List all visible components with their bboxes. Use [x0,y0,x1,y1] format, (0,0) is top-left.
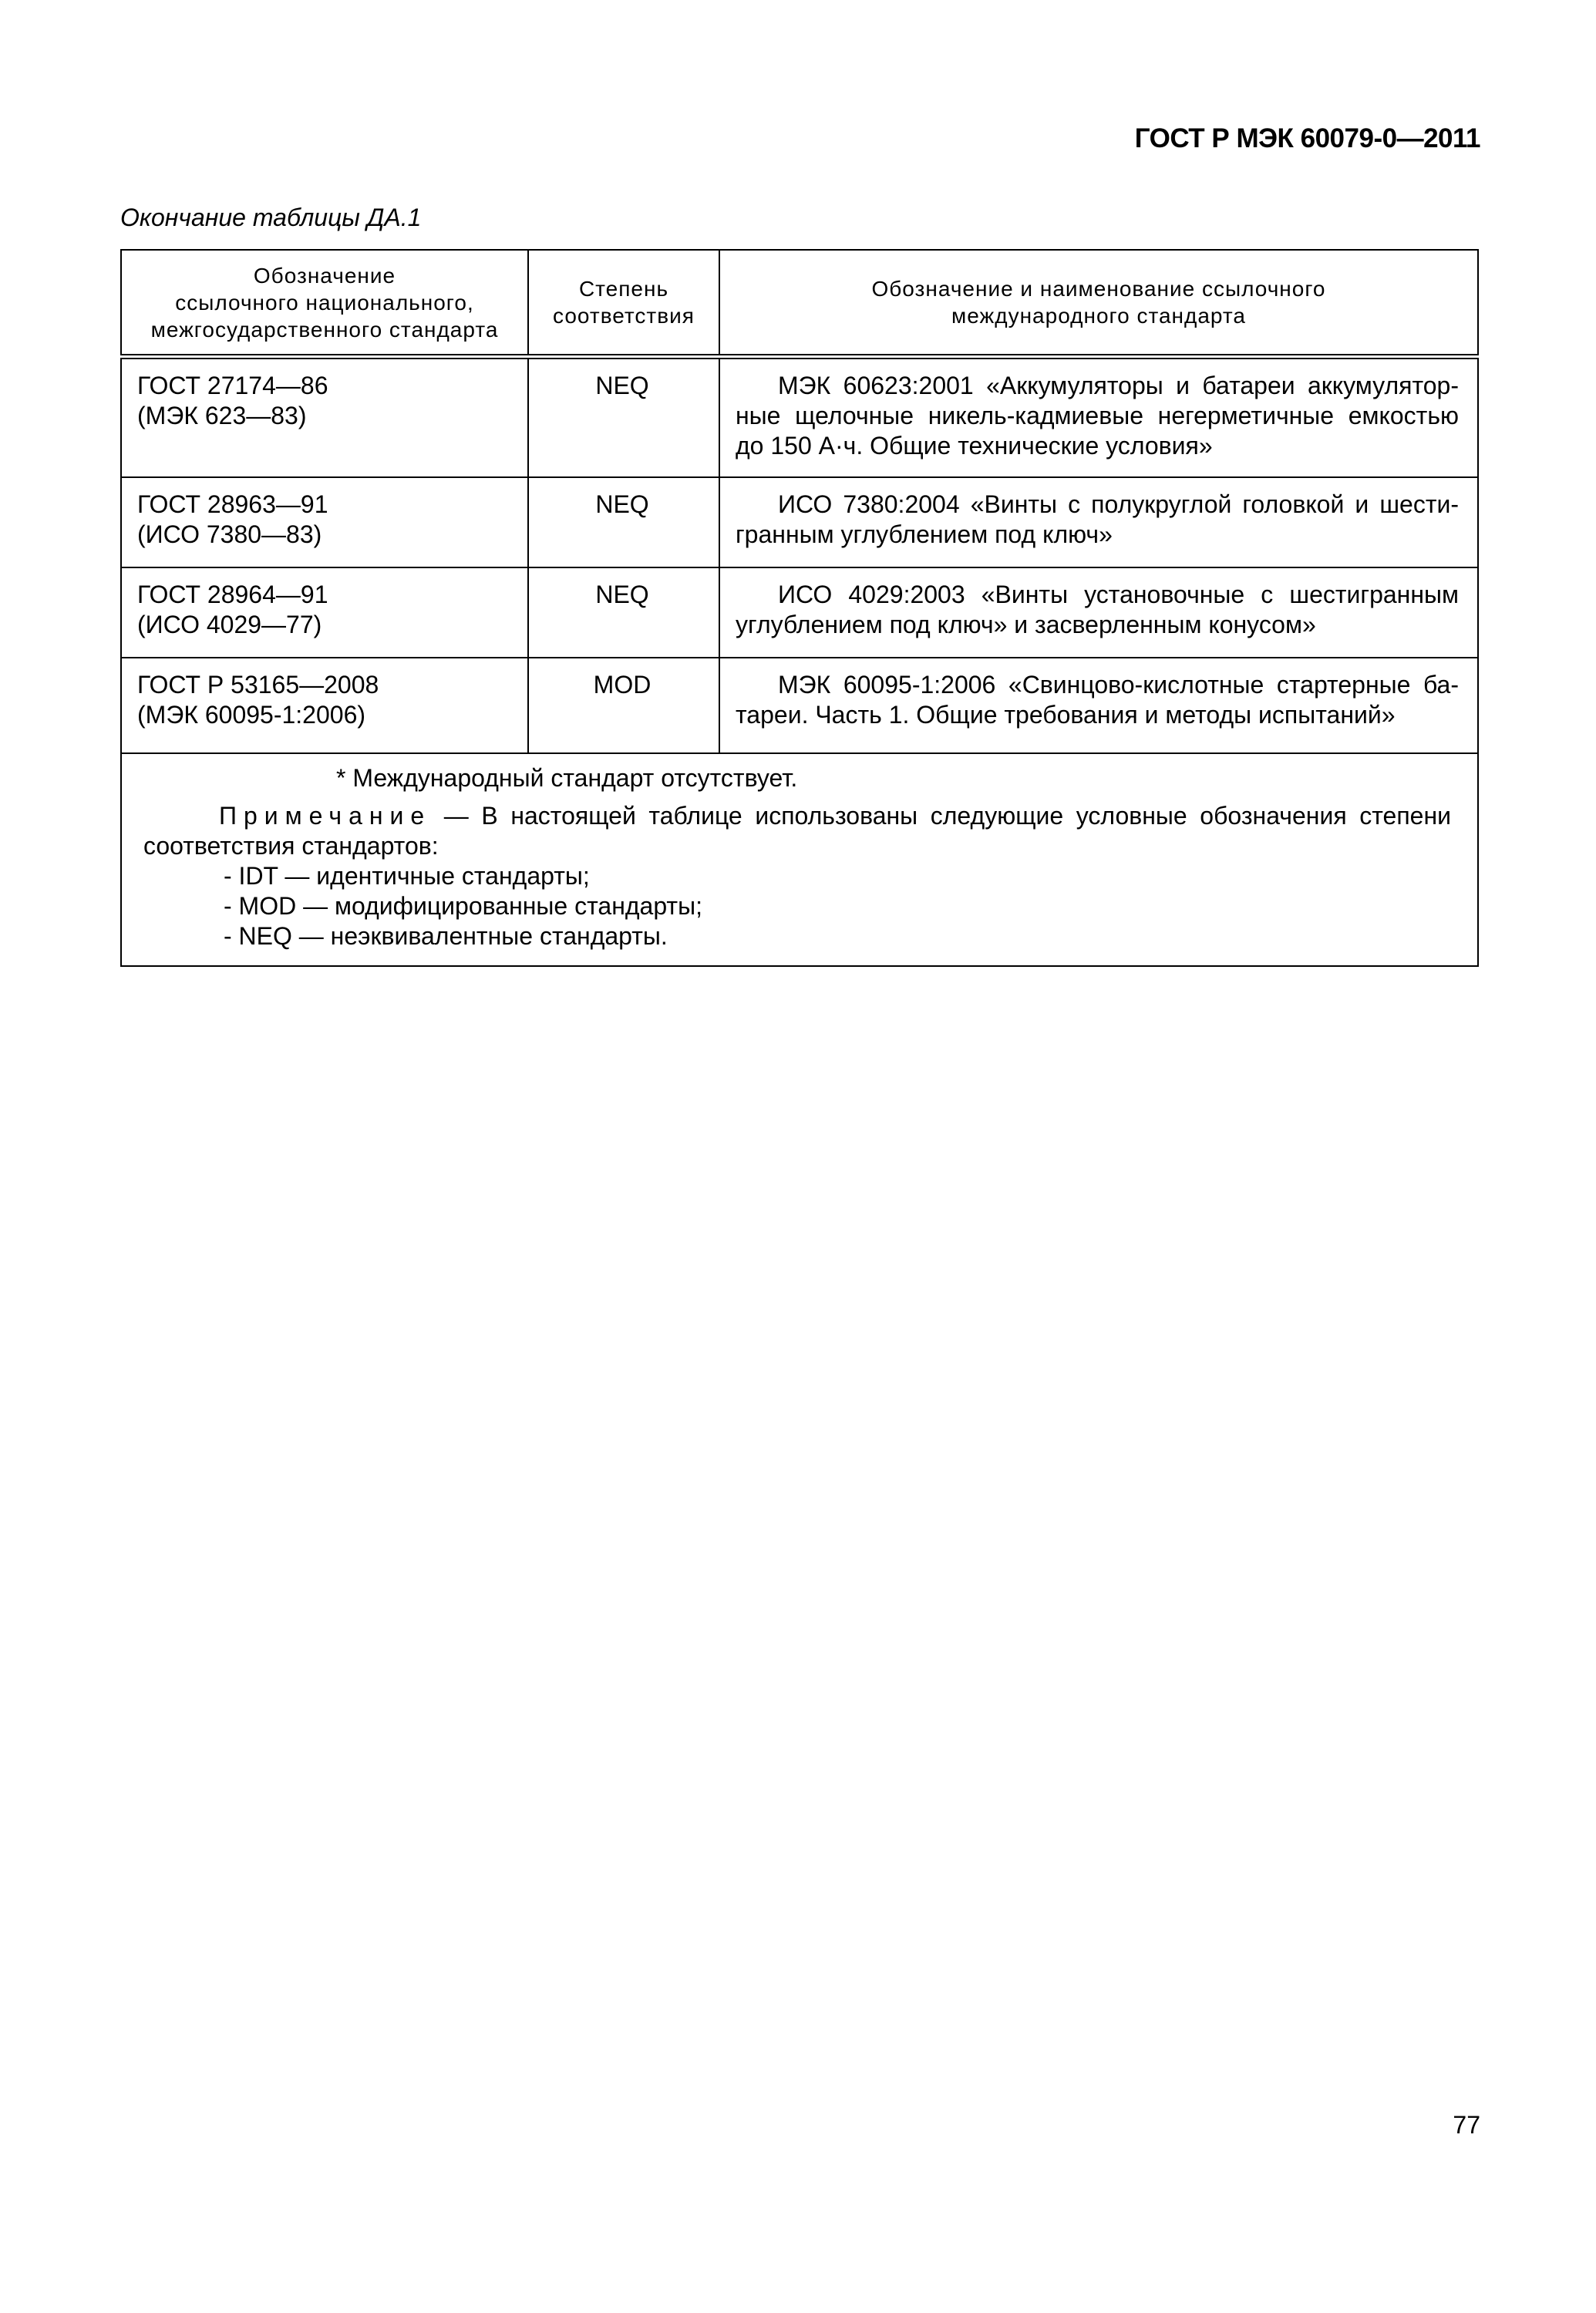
reference-standards-table [120,249,1479,967]
degree-cell: NEQ [528,357,719,477]
national-standard-line: (МЭК 623—83) [137,402,307,429]
national-standard-cell [121,357,528,477]
international-standard-cell: МЭК 60623:2001 «Аккумуляторы и батареи аккумулятор-ные щелочные никель-кадмиевые негерметичные емкостью до 150 А·ч. Общие технические условия» [719,357,1478,477]
table-header-row [121,250,1478,357]
table-notes-cell [121,753,1478,966]
header-line: Обозначение и наименование ссылочного [871,277,1326,301]
degree-cell: MOD [528,658,719,753]
header-degree [528,250,719,357]
header-line: соответствия [553,304,695,328]
table-caption: Окончание таблицы ДА.1 [120,204,422,231]
document-code: ГОСТ Р МЭК 60079-0—2011 [1134,123,1480,153]
header-line: межгосударственного стандарта [150,317,499,342]
international-standard-cell: ИСО 4029:2003 «Винты установочные с шестигранным углублением под ключ» и засверленным конусом» [719,567,1478,658]
degree-cell: NEQ [528,567,719,658]
national-standard-line: (ИСО 4029—77) [137,610,322,638]
page-number: 77 [1453,2111,1480,2139]
national-standard-line: ГОСТ 28963—91 [137,490,328,518]
table-row [121,658,1478,753]
header-line: Обозначение [253,263,396,288]
national-standard-cell [121,658,528,753]
header-international-standard [719,250,1478,357]
list-item: - IDT — идентичные стандарты; [224,861,590,890]
national-standard-line: ГОСТ 28964—91 [137,580,328,608]
footnote: * Международный стандарт отсутствует. [336,763,798,792]
note-text: — В настоящей таблице использованы следующие условные обозначения степени соответствия стандартов: [143,801,1451,860]
international-standard-cell: ИСО 7380:2004 «Винты с полукруглой головкой и шести-гранным углублением под ключ» [719,477,1478,567]
international-standard-cell: МЭК 60095-1:2006 «Свинцово-кислотные стартерные ба-тареи. Часть 1. Общие требования и методы испытаний» [719,658,1478,753]
national-standard-line: (МЭК 60095-1:2006) [137,700,366,729]
degree-cell: NEQ [528,477,719,567]
note-paragraph [143,801,1451,861]
national-standard-line: (ИСО 7380—83) [137,520,322,548]
national-standard-line: ГОСТ 27174—86 [137,372,328,399]
header-line: международного стандарта [951,304,1246,328]
header-line: Степень [578,277,669,301]
table-row [121,477,1478,567]
national-standard-cell [121,567,528,658]
list-item: - NEQ — неэквивалентные стандарты. [224,921,668,950]
national-standard-line: ГОСТ Р 53165—2008 [137,670,379,699]
table-row [121,357,1478,477]
table-row [121,567,1478,658]
header-line: ссылочного национального, [175,290,474,315]
header-national-standard [121,250,528,357]
note-list [224,861,1451,951]
national-standard-cell [121,477,528,567]
list-item: - MOD — модифицированные стандарты; [224,891,702,920]
table-notes-row [121,753,1478,966]
note-label: Примечание [219,801,432,830]
